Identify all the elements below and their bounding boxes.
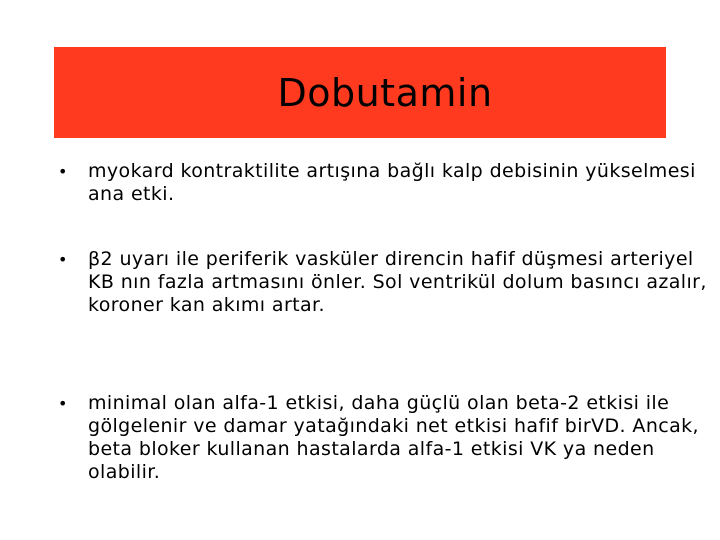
bullet-dot-icon: • [58,162,68,181]
bullet-dot-icon: • [58,394,68,413]
bullet-item [58,392,708,484]
bullet-dot-icon: • [58,250,68,269]
bullet-text: myokard kontraktilite artışına bağlı kalp debisinin yükselmesi ana etki. [88,160,696,205]
bullet-item [58,248,708,317]
bullet-text: β2 uyarı ile periferik vasküler direncin hafif düşmesi arteriyel KB nın fazla artmasını önler. Sol ventrikül dolum basıncı azalır, koroner kan akımı artar. [88,248,707,316]
bullet-text: minimal olan alfa-1 etkisi, daha güçlü olan beta-2 etkisi ile gölgelenir ve damar yatağındaki net etkisi hafif birVD. Ancak, beta bloker kullanan hastalarda alfa-1 etkisi VK ya neden olabilir. [88,392,699,483]
slide-title: Dobutamin [277,70,493,115]
bullet-item [58,160,708,206]
slide-title-banner [54,47,666,138]
